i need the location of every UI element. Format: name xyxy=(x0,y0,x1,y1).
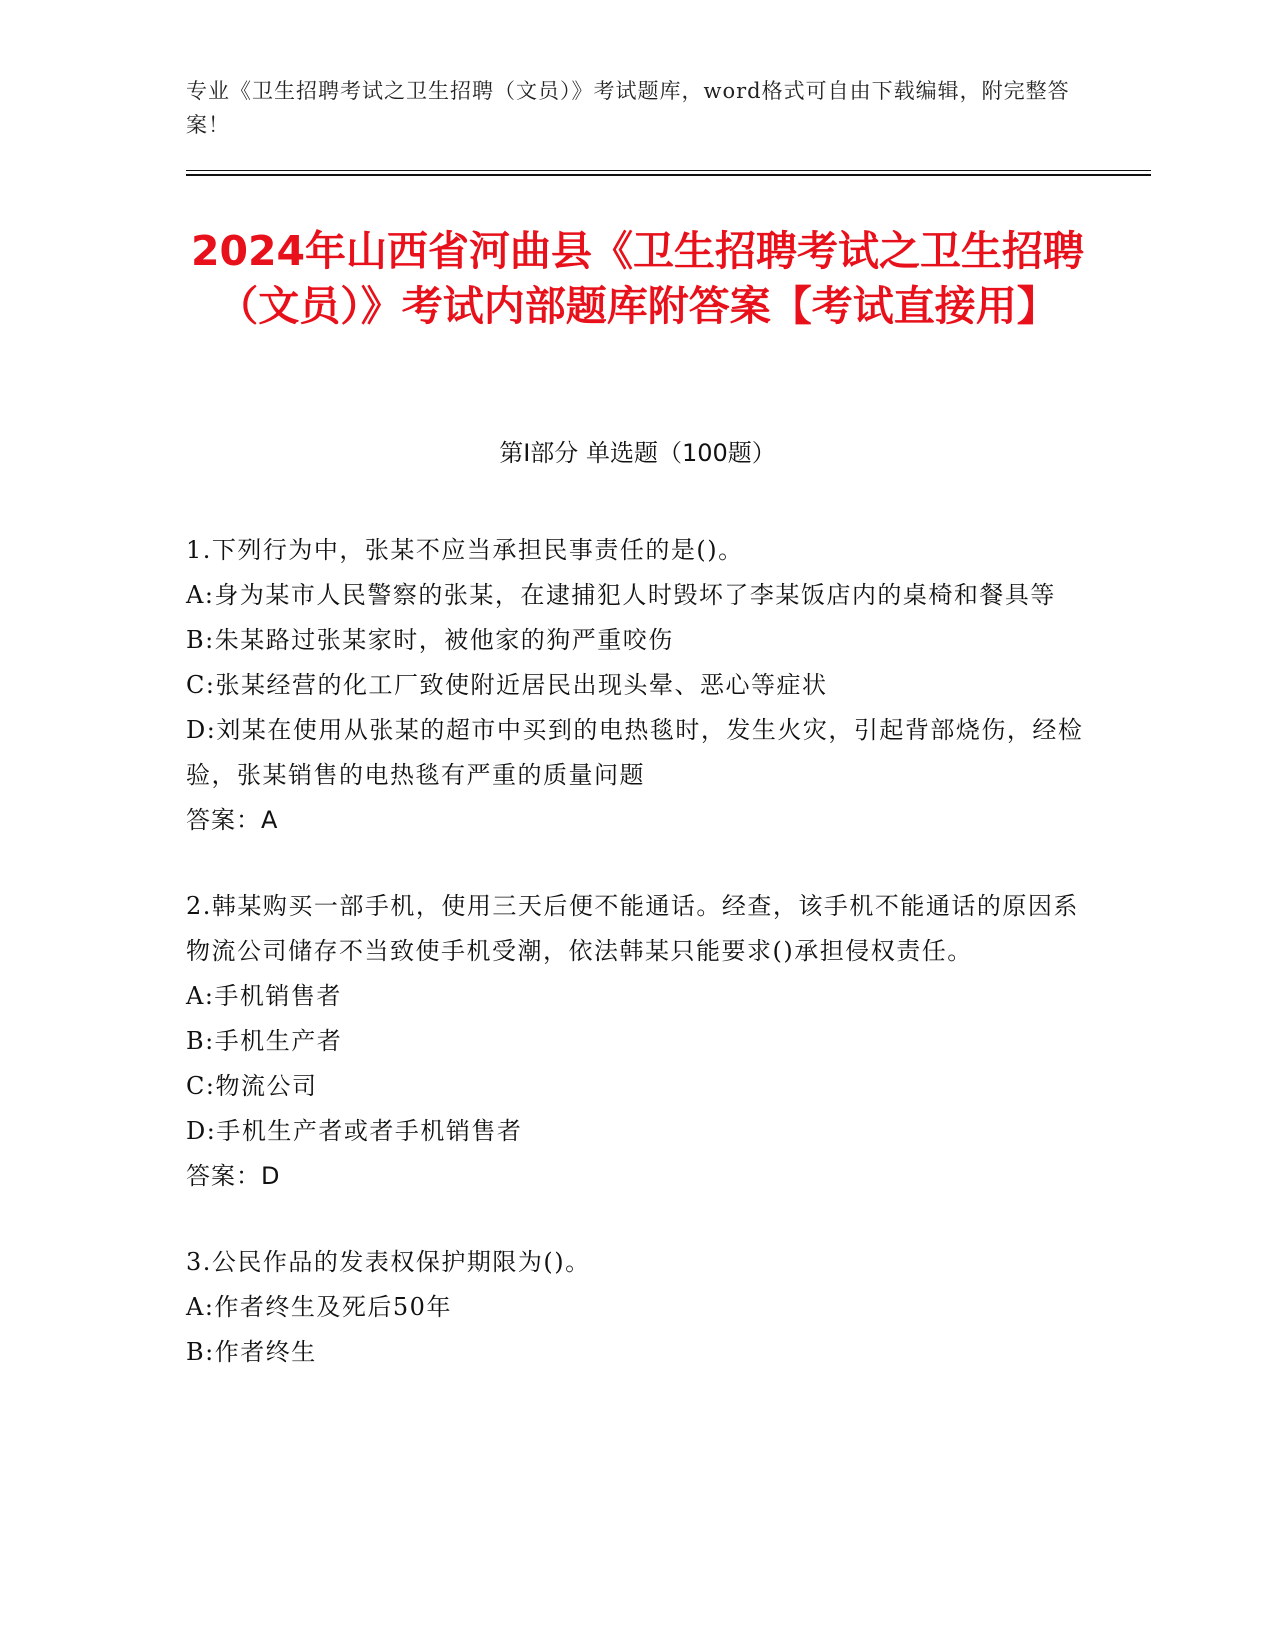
question-3 xyxy=(186,1240,1086,1375)
question-stem: 3.公民作品的发表权保护期限为()。 xyxy=(186,1248,591,1276)
section-title: 第I部分 单选题（100题） xyxy=(499,439,776,467)
option-b: B:作者终生 xyxy=(186,1338,317,1366)
question-2 xyxy=(186,884,1086,1199)
page-title: 2024年山西省河曲县《卫生招聘考试之卫生招聘（文员）》考试内部题库附答案【考试直接用】 xyxy=(190,227,1085,330)
option-a: A:作者终生及死后50年 xyxy=(186,1293,452,1321)
question-1 xyxy=(186,528,1086,843)
question-stem: 1.下列行为中，张某不应当承担民事责任的是()。 xyxy=(186,536,744,564)
header-divider-thick xyxy=(186,174,1151,176)
answer-text: 答案：A xyxy=(186,806,279,834)
option-c: C:物流公司 xyxy=(186,1072,318,1100)
answer-text: 答案：D xyxy=(186,1162,281,1190)
option-b: B:朱某路过张某家时，被他家的狗严重咬伤 xyxy=(186,626,674,654)
option-b: B:手机生产者 xyxy=(186,1027,343,1055)
option-c: C:张某经营的化工厂致使附近居民出现头晕、恶心等症状 xyxy=(186,671,828,699)
question-list xyxy=(186,528,1086,1416)
header-note: 专业《卫生招聘考试之卫生招聘（文员）》考试题库，word格式可自由下载编辑，附完整答案！ xyxy=(186,79,1070,137)
header-divider-thin xyxy=(186,170,1151,171)
option-d: D:手机生产者或者手机销售者 xyxy=(186,1117,523,1145)
option-a: A:手机销售者 xyxy=(186,982,342,1010)
question-stem: 2.韩某购买一部手机，使用三天后便不能通话。经查，该手机不能通话的原因系物流公司储存不当致使手机受潮，依法韩某只能要求()承担侵权责任。 xyxy=(186,892,1079,965)
option-a: A:身为某市人民警察的张某，在逮捕犯人时毁坏了李某饭店内的桌椅和餐具等 xyxy=(186,581,1056,609)
option-d: D:刘某在使用从张某的超市中买到的电热毯时，发生火灾，引起背部烧伤，经检验，张某销售的电热毯有严重的质量问题 xyxy=(186,716,1084,789)
